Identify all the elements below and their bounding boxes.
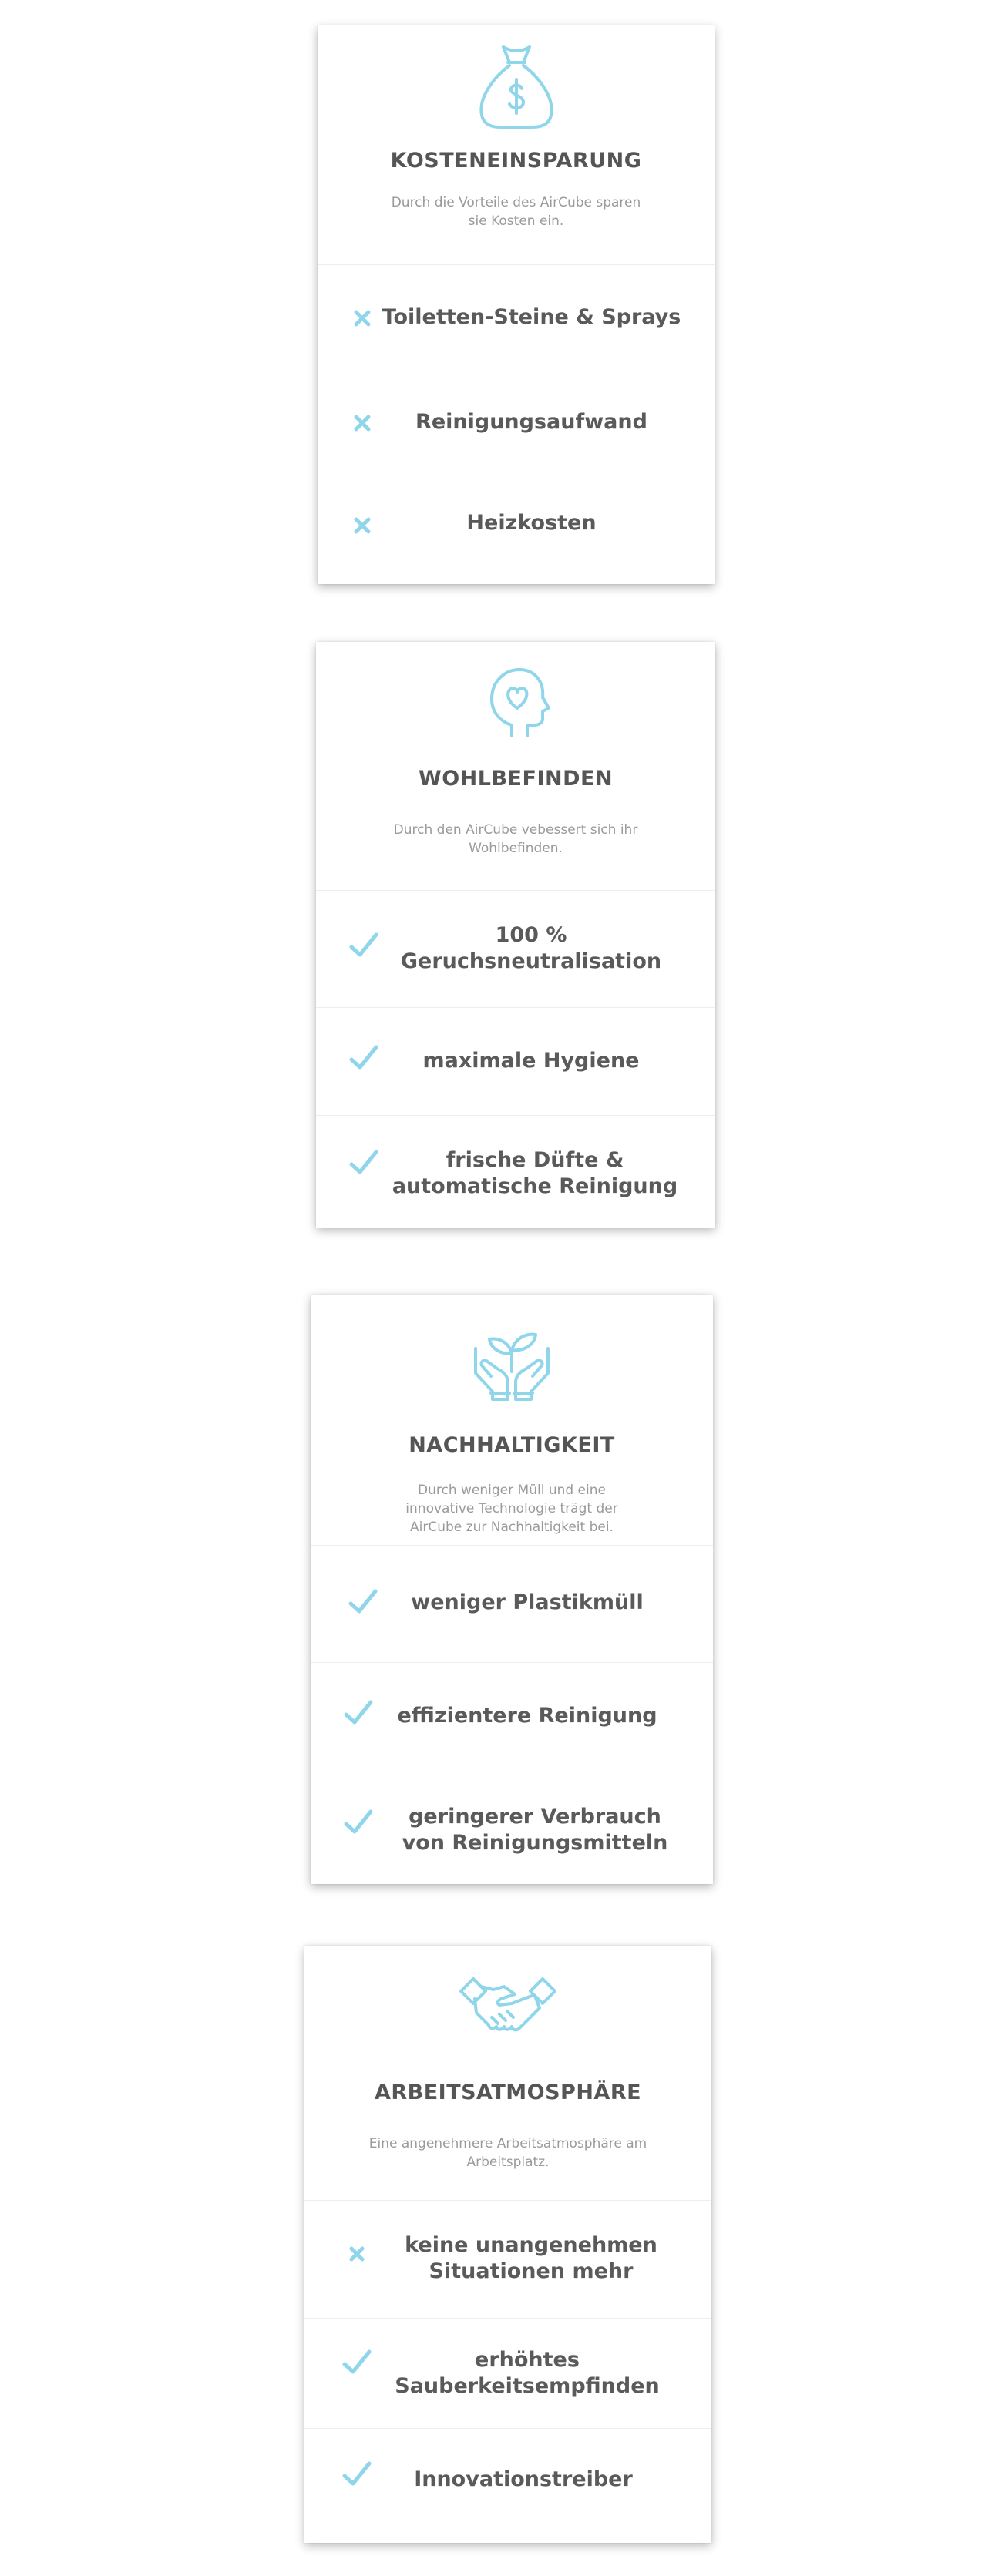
list-item-text: erhöhtes Sauberkeitsempfinden xyxy=(395,2348,660,2398)
check-icon xyxy=(341,2347,372,2378)
list-item xyxy=(316,890,715,1008)
card-description: Durch den AirCube vebessert sich ihr Wohlbefinden. xyxy=(393,822,638,856)
check-icon xyxy=(343,1807,374,1838)
list-item xyxy=(318,371,715,475)
x-icon xyxy=(341,2238,372,2269)
list-item-text: geringerer Verbrauch von Reinigungsmitteln xyxy=(402,1805,668,1855)
list-item xyxy=(304,2428,711,2543)
money-bag-icon xyxy=(474,39,559,132)
list-item-text: keine unangenehmen Situationen mehr xyxy=(405,2233,657,2283)
card-nachhaltigkeit xyxy=(311,1295,713,1884)
list-item-text: Reinigungsaufwand xyxy=(415,410,647,434)
list-item xyxy=(316,1115,715,1228)
card-title: NACHHALTIGKEIT xyxy=(409,1433,615,1457)
hands-plant-icon xyxy=(469,1325,554,1402)
card-header xyxy=(316,642,715,891)
list-item-text: 100 % Geruchsneutralisation xyxy=(400,923,662,973)
list-item-text: effizientere Reinigung xyxy=(397,1704,657,1728)
list-item xyxy=(304,2318,711,2429)
list-item-text: Heizkosten xyxy=(466,511,597,535)
card-wohlbefinden xyxy=(316,642,715,1228)
card-kosteneinsparung xyxy=(318,25,715,584)
list-item-text: weniger Plastikmüll xyxy=(411,1590,644,1614)
check-icon xyxy=(348,930,379,961)
card-description: Durch weniger Müll und eine innovative Technologie trägt der AirCube zur Nachhaltigkeit bei. xyxy=(405,1483,618,1535)
list-item xyxy=(304,2200,711,2319)
list-item xyxy=(318,475,715,584)
list-item xyxy=(311,1545,713,1663)
list-item-text: Innovationstreiber xyxy=(414,2467,633,2491)
card-description: Eine angenehmere Arbeitsatmosphäre am Arbeitsplatz. xyxy=(368,2136,647,2170)
list-item xyxy=(316,1007,715,1116)
card-title: KOSTENEINSPARUNG xyxy=(390,149,642,173)
card-header xyxy=(311,1295,713,1546)
card-header xyxy=(318,25,715,265)
list-item-text: frische Düfte & automatische Reinigung xyxy=(392,1148,678,1198)
list-item xyxy=(311,1772,713,1884)
head-heart-icon xyxy=(481,663,550,741)
list-item-text: Toiletten-Steine & Sprays xyxy=(382,305,681,329)
card-header xyxy=(304,1946,711,2201)
card-description: Durch die Vorteile des AirCube sparen sie Kosten ein. xyxy=(391,195,641,229)
list-item xyxy=(311,1662,713,1772)
card-arbeitsatmosphaere xyxy=(304,1946,711,2543)
card-title: WOHLBEFINDEN xyxy=(418,767,614,791)
handshake-icon xyxy=(458,1973,558,2050)
list-item xyxy=(318,264,715,371)
card-title: ARBEITSATMOSPHÄRE xyxy=(374,2081,642,2104)
list-item-text: maximale Hygiene xyxy=(422,1049,640,1073)
